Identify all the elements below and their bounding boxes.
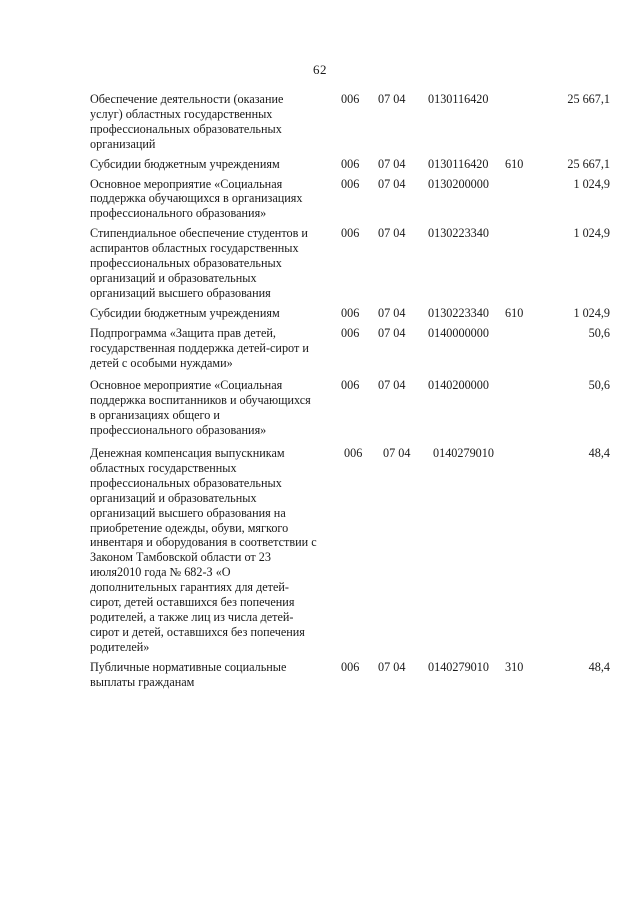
budget-table [90,92,610,695]
table-row [90,660,610,690]
table-row [90,226,610,301]
row-name: Подпрограмма «Защита прав детей, государственная поддержка детей-сирот и детей с особыми нуждами» [90,325,309,370]
section-code: 07 04 [378,378,406,393]
amount: 1 024,9 [573,226,610,241]
ministry-code: 006 [341,659,360,674]
row-name: Субсидии бюджетным учреждениям [90,305,280,320]
row-name: Субсидии бюджетным учреждениям [90,156,280,171]
ministry-code: 006 [341,305,360,320]
target-article-code: 0130116420 [428,92,489,106]
amount: 25 667,1 [567,92,610,106]
target-article-code: 0140000000 [428,325,489,340]
table-row [90,92,610,152]
ministry-code: 006 [341,176,360,191]
amount: 48,4 [588,446,610,461]
row-name: Основное мероприятие «Социальная поддержка воспитанников и обучающихся в организациях общего и профессионального образования» [90,378,311,438]
ministry-code: 006 [341,325,360,340]
target-article-code: 0130223340 [428,226,489,241]
table-row [90,306,610,321]
amount: 50,6 [588,325,610,340]
ministry-code: 006 [341,156,360,171]
table-row [90,326,610,371]
table-row [90,177,610,222]
row-name: Обеспечение деятельности (оказание услуг) областных государственных профессиональных образовательных организаций [90,92,284,151]
amount: 48,4 [588,659,610,674]
row-name: Денежная компенсация выпускникам областных государственных профессиональных образовательных организаций и образовательных организаций высшего образования на приобретение одежды, обуви, мягкого инвентаря и оборудования в соответствии с Законом Тамбовской области от 23 июля2010 года № 682-З «О дополнительных гарантиях для детей-сирот, детей оставшихся без попечения родителей, а также лиц из числа детей-сирот и детей, оставшихся без попечения родителей» [90,446,317,654]
section-code: 07 04 [378,176,406,191]
row-name: Основное мероприятие «Социальная поддержка обучающихся в организациях профессионального образования» [90,176,303,221]
row-name: Стипендиальное обеспечение студентов и аспирантов областных государственных профессиональных образовательных организаций и образовательных организаций высшего образования [90,226,308,300]
section-code: 07 04 [378,92,406,106]
table-row [90,157,610,172]
section-code: 07 04 [378,659,406,674]
ministry-code: 006 [341,92,360,106]
target-article-code: 0140279010 [428,659,489,674]
amount: 1 024,9 [573,176,610,191]
amount: 50,6 [588,378,610,393]
row-name: Публичные нормативные социальные выплаты гражданам [90,659,287,689]
table-row [90,378,610,438]
section-code: 07 04 [378,325,406,340]
target-article-code: 0140279010 [433,446,494,461]
table-row [90,446,610,655]
amount: 25 667,1 [567,156,610,171]
expense-type-code: 610 [505,305,524,320]
amount: 1 024,9 [573,305,610,320]
target-article-code: 0130116420 [428,156,489,171]
ministry-code: 006 [341,378,360,393]
target-article-code: 0130223340 [428,305,489,320]
target-article-code: 0130200000 [428,176,489,191]
ministry-code: 006 [341,226,360,241]
section-code: 07 04 [378,226,406,241]
section-code: 07 04 [378,156,406,171]
section-code: 07 04 [378,305,406,320]
ministry-code: 006 [344,446,363,461]
page-number: 62 [313,62,327,77]
target-article-code: 0140200000 [428,378,489,393]
expense-type-code: 310 [505,659,524,674]
section-code: 07 04 [383,446,411,461]
expense-type-code: 610 [505,156,524,171]
